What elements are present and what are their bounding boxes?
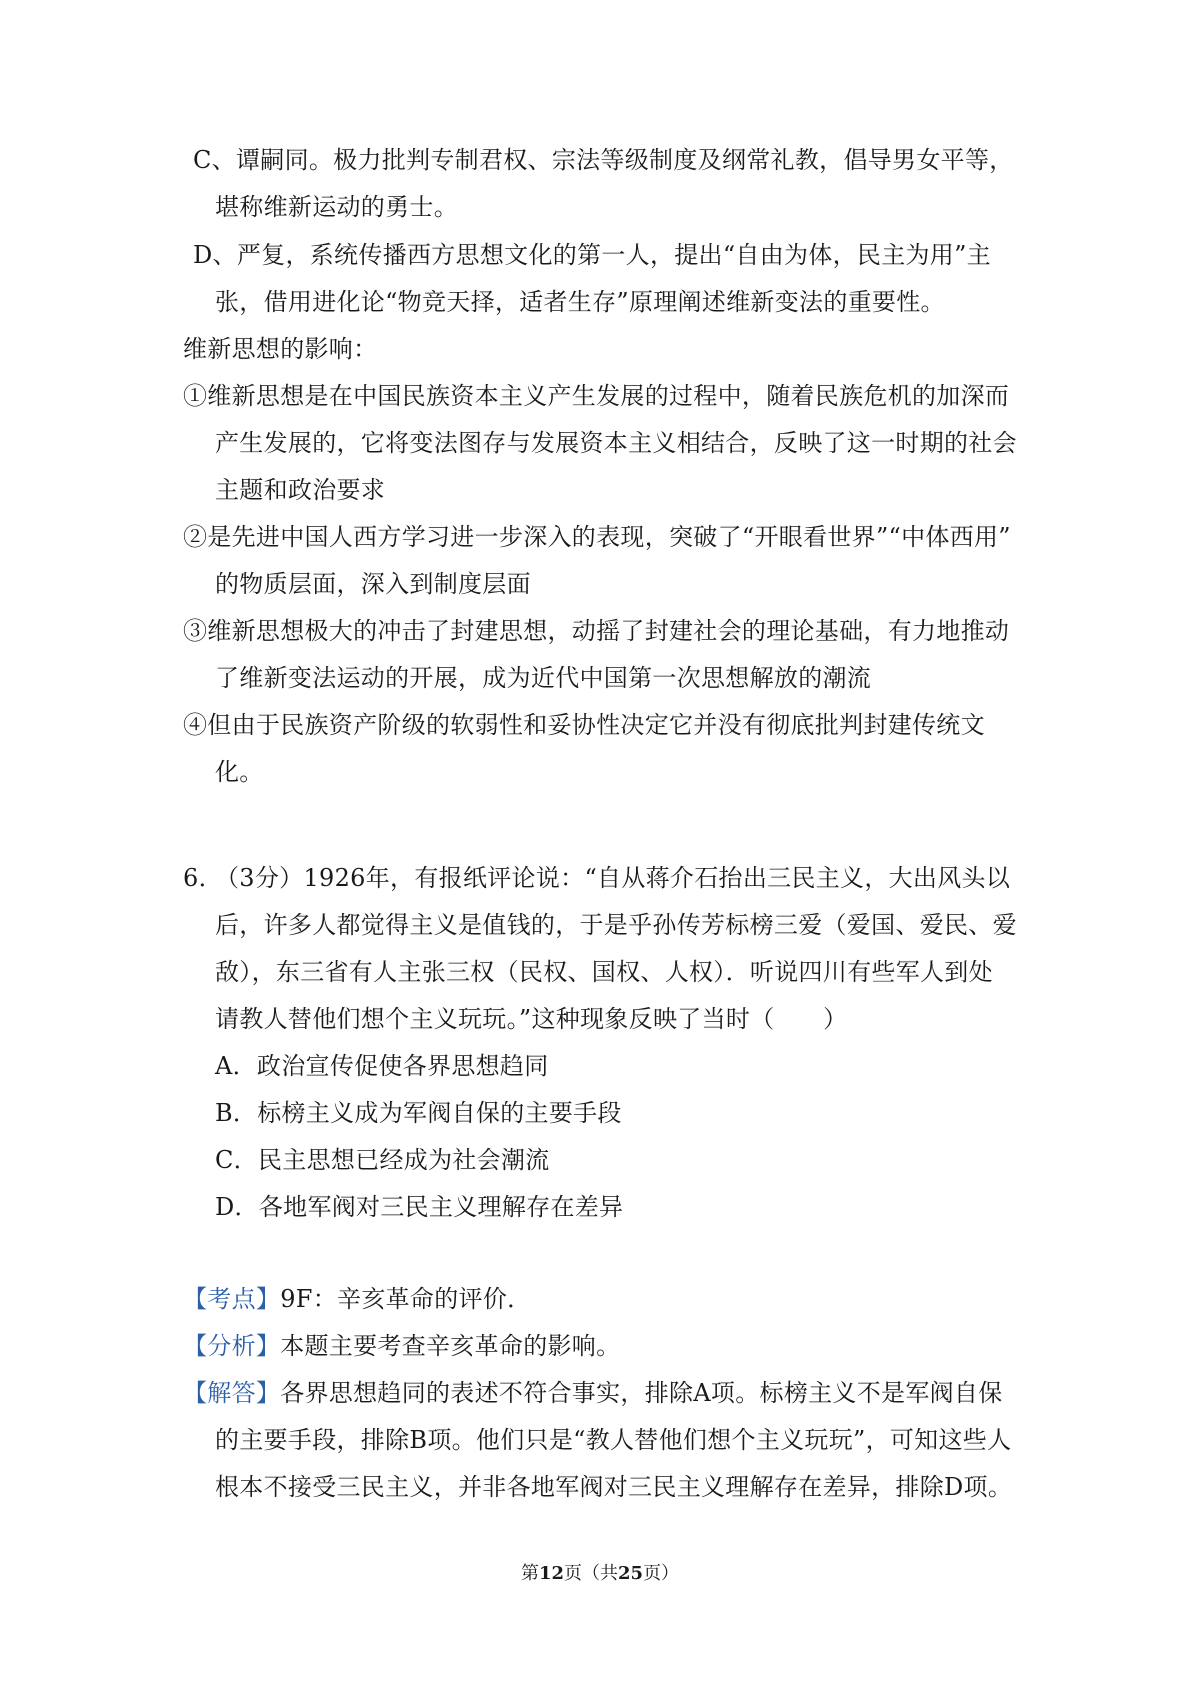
- influence-title: 维新思想的影响：: [183, 335, 378, 363]
- jieda-line-1: 各界思想趋同的表述不符合事实，排除A项。标榜主义不是军阀自保: [280, 1379, 1003, 1407]
- jieda-row: [183, 1378, 1003, 1408]
- kaodian-tag: 【考点】: [183, 1285, 281, 1313]
- kaodian-row: [183, 1284, 531, 1314]
- question-line-1: （3分）1926年，有报纸评论说：“自从蒋介石抬出三民主义，大出风头以: [215, 864, 1011, 892]
- option-c: C．民主思想已经成为社会潮流: [215, 1146, 550, 1174]
- question-number: 6．: [183, 864, 223, 892]
- influence-1-line-1: ①维新思想是在中国民族资本主义产生发展的过程中，随着民族危机的加深而: [183, 382, 1010, 410]
- page-footer: [0, 1562, 1200, 1586]
- option-c-line-2: 堪称维新运动的勇士。: [215, 193, 458, 221]
- influence-2-line-1: ②是先进中国人西方学习进一步深入的表现，突破了“开眼看世界”“中体西用”: [183, 523, 1011, 551]
- question-line-4: 请教人替他们想个主义玩玩。”这种现象反映了当时（ ）: [215, 1005, 848, 1033]
- influence-4-line-2: 化。: [215, 758, 264, 786]
- option-a: A．政治宣传促使各界思想趋同: [215, 1052, 549, 1080]
- influence-2-line-2: 的物质层面，深入到制度层面: [215, 570, 531, 598]
- influence-3-line-2: 了维新变法运动的开展，成为近代中国第一次思想解放的潮流: [215, 664, 872, 692]
- question-line-3: 敌），东三省有人主张三权（民权、国权、人权）．听说四川有些军人到处: [215, 958, 993, 986]
- jieda-line-3: 根本不接受三民主义，并非各地军阀对三民主义理解存在差异，排除D项。: [215, 1473, 1013, 1501]
- option-b: B．标榜主义成为军阀自保的主要手段: [215, 1099, 622, 1127]
- influence-3-line-1: ③维新思想极大的冲击了封建思想，动摇了封建社会的理论基础，有力地推动: [183, 617, 1010, 645]
- fenxi-text: 本题主要考查辛亥革命的影响。: [280, 1332, 621, 1360]
- footer-total-pages: 25: [618, 1563, 644, 1584]
- influence-1-line-2: 产生发展的，它将变法图存与发展资本主义相结合，反映了这一时期的社会: [215, 429, 1017, 457]
- option-d: D．各地军阀对三民主义理解存在差异: [215, 1193, 624, 1221]
- option-c-line-1: C、谭嗣同。极力批判专制君权、宗法等级制度及纲常礼教，倡导男女平等，: [193, 146, 1014, 174]
- kaodian-text: 9F：辛亥革命的评价．: [280, 1285, 532, 1313]
- option-d-line-2: 张，借用进化论“物竞天择，适者生存”原理阐述维新变法的重要性。: [215, 288, 945, 316]
- footer-middle: 页（共: [564, 1563, 618, 1584]
- fenxi-row: [183, 1331, 620, 1361]
- influence-1-line-3: 主题和政治要求: [215, 476, 386, 504]
- jieda-line-2: 的主要手段，排除B项。他们只是“教人替他们想个主义玩玩”，可知这些人: [215, 1426, 1012, 1454]
- footer-prefix: 第: [520, 1563, 539, 1584]
- fenxi-tag: 【分析】: [183, 1332, 281, 1360]
- jieda-tag: 【解答】: [183, 1379, 281, 1407]
- footer-suffix: 页）: [643, 1563, 680, 1584]
- footer-page-number: 12: [538, 1563, 564, 1584]
- option-d-line-1: D、严复，系统传播西方思想文化的第一人，提出“自由为体，民主为用”主: [193, 241, 991, 269]
- question-line-2: 后，许多人都觉得主义是值钱的，于是乎孙传芳标榜三爱（爱国、爱民、爱: [215, 911, 1017, 939]
- influence-4-line-1: ④但由于民族资产阶级的软弱性和妥协性决定它并没有彻底批判封建传统文: [183, 711, 985, 739]
